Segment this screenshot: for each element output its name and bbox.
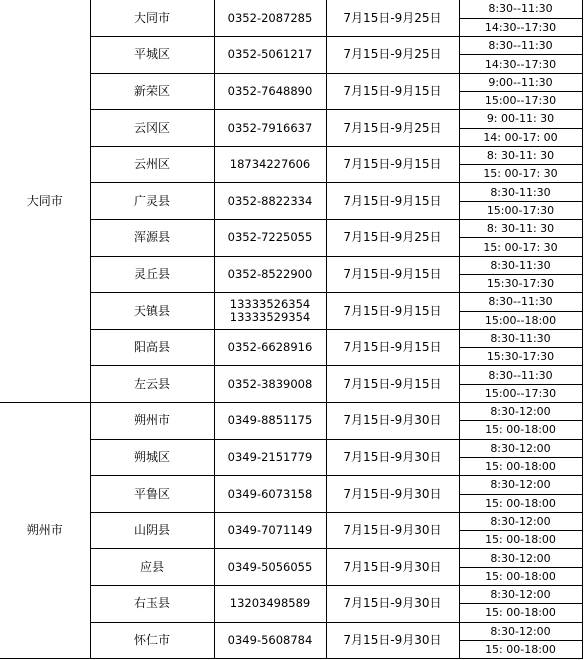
table-row — [0, 0, 582, 18]
date-range-cell: 7月15日-9月25日 — [326, 37, 459, 74]
date-range-cell: 7月15日-9月15日 — [326, 73, 459, 110]
phone-cell: 13203498589 — [214, 586, 326, 623]
afternoon-hours-cell: 15: 00-17: 30 — [459, 165, 582, 183]
phone-cell: 0352-7648890 — [214, 73, 326, 110]
area-cell: 浑源县 — [90, 220, 214, 257]
date-range-cell: 7月15日-9月15日 — [326, 366, 459, 403]
phone-cell: 0352-7225055 — [214, 220, 326, 257]
afternoon-hours-cell: 15: 00-18:00 — [459, 457, 582, 475]
phone-number: 13333526354 — [229, 297, 311, 312]
afternoon-hours-cell: 15: 00-18:00 — [459, 604, 582, 622]
phone-cell: 0352-3839008 — [214, 366, 326, 403]
phone-cell: 0349-6073158 — [214, 476, 326, 513]
phone-cell: 0349-5608784 — [214, 622, 326, 659]
afternoon-hours-cell: 15: 00-18:00 — [459, 494, 582, 512]
morning-hours-cell: 8:30-11:30 — [459, 256, 582, 274]
morning-hours-cell: 8:30-12:00 — [459, 622, 582, 640]
date-range-cell: 7月15日-9月25日 — [326, 110, 459, 147]
phone-cell: 0349-2151779 — [214, 439, 326, 476]
date-range-cell: 7月15日-9月25日 — [326, 0, 459, 37]
date-range-cell: 7月15日-9月15日 — [326, 293, 459, 330]
table-row — [0, 403, 582, 421]
afternoon-hours-cell: 14:30--17:30 — [459, 55, 582, 73]
date-range-cell: 7月15日-9月30日 — [326, 403, 459, 440]
afternoon-hours-cell: 15:00--17:30 — [459, 91, 582, 109]
morning-hours-cell: 8:30--11:30 — [459, 366, 582, 384]
area-cell: 云冈区 — [90, 110, 214, 147]
area-cell: 应县 — [90, 549, 214, 586]
morning-hours-cell: 8:30-12:00 — [459, 512, 582, 530]
morning-hours-cell: 8: 30-11: 30 — [459, 146, 582, 164]
afternoon-hours-cell: 15:00-17:30 — [459, 201, 582, 219]
date-range-cell: 7月15日-9月30日 — [326, 439, 459, 476]
area-cell: 朔城区 — [90, 439, 214, 476]
phone-cell: 0352-8522900 — [214, 256, 326, 293]
area-cell: 朔州市 — [90, 403, 214, 440]
morning-hours-cell: 8:30-12:00 — [459, 439, 582, 457]
city-cell: 大同市 — [0, 0, 90, 403]
phone-cell: 0352-5061217 — [214, 37, 326, 74]
area-cell: 灵丘县 — [90, 256, 214, 293]
area-cell: 广灵县 — [90, 183, 214, 220]
phone-cell: 0352-6628916 — [214, 329, 326, 366]
phone-cell — [214, 293, 326, 330]
afternoon-hours-cell: 15: 00-18:00 — [459, 567, 582, 585]
phone-cell: 0349-8851175 — [214, 403, 326, 440]
morning-hours-cell: 8:30-12:00 — [459, 549, 582, 567]
area-cell: 右玉县 — [90, 586, 214, 623]
afternoon-hours-cell: 15:00--18:00 — [459, 311, 582, 329]
area-cell: 天镇县 — [90, 293, 214, 330]
phone-cell: 0349-7071149 — [214, 512, 326, 549]
phone-cell: 0349-5056055 — [214, 549, 326, 586]
afternoon-hours-cell: 14: 00-17: 00 — [459, 128, 582, 146]
phone-cell: 0352-7916637 — [214, 110, 326, 147]
date-range-cell: 7月15日-9月15日 — [326, 256, 459, 293]
phone-cell: 18734227606 — [214, 146, 326, 183]
area-cell: 怀仁市 — [90, 622, 214, 659]
afternoon-hours-cell: 15: 00-17: 30 — [459, 238, 582, 256]
afternoon-hours-cell: 15: 00-18:00 — [459, 531, 582, 549]
date-range-cell: 7月15日-9月30日 — [326, 586, 459, 623]
morning-hours-cell: 8:30--11:30 — [459, 293, 582, 311]
date-range-cell: 7月15日-9月15日 — [326, 183, 459, 220]
morning-hours-cell: 9: 00-11: 30 — [459, 110, 582, 128]
morning-hours-cell: 8:30-12:00 — [459, 476, 582, 494]
area-cell: 左云县 — [90, 366, 214, 403]
date-range-cell: 7月15日-9月30日 — [326, 622, 459, 659]
area-cell: 云州区 — [90, 146, 214, 183]
afternoon-hours-cell: 15: 00-18:00 — [459, 640, 582, 658]
morning-hours-cell: 8:30-11:30 — [459, 329, 582, 347]
area-cell: 新荣区 — [90, 73, 214, 110]
morning-hours-cell: 9:00--11:30 — [459, 73, 582, 91]
date-range-cell: 7月15日-9月30日 — [326, 512, 459, 549]
morning-hours-cell: 8: 30-11: 30 — [459, 220, 582, 238]
area-cell: 大同市 — [90, 0, 214, 37]
date-range-cell: 7月15日-9月25日 — [326, 220, 459, 257]
date-range-cell: 7月15日-9月15日 — [326, 146, 459, 183]
morning-hours-cell: 8:30-12:00 — [459, 403, 582, 421]
afternoon-hours-cell: 15:00--17:30 — [459, 384, 582, 402]
date-range-cell: 7月15日-9月15日 — [326, 329, 459, 366]
phone-cell: 0352-2087285 — [214, 0, 326, 37]
morning-hours-cell: 8:30--11:30 — [459, 37, 582, 55]
phone-cell: 0352-8822334 — [214, 183, 326, 220]
afternoon-hours-cell: 15:30-17:30 — [459, 348, 582, 366]
afternoon-hours-cell: 14:30--17:30 — [459, 18, 582, 36]
city-cell: 朔州市 — [0, 403, 90, 659]
afternoon-hours-cell: 15:30-17:30 — [459, 274, 582, 292]
date-range-cell: 7月15日-9月30日 — [326, 476, 459, 513]
morning-hours-cell: 8:30-11:30 — [459, 183, 582, 201]
date-range-cell: 7月15日-9月30日 — [326, 549, 459, 586]
phone-number-secondary: 13333529354 — [229, 310, 311, 325]
morning-hours-cell: 8:30-12:00 — [459, 586, 582, 604]
area-cell: 平鲁区 — [90, 476, 214, 513]
afternoon-hours-cell: 15: 00-18:00 — [459, 421, 582, 439]
area-cell: 阳高县 — [90, 329, 214, 366]
morning-hours-cell: 8:30--11:30 — [459, 0, 582, 18]
area-cell: 平城区 — [90, 37, 214, 74]
area-cell: 山阴县 — [90, 512, 214, 549]
